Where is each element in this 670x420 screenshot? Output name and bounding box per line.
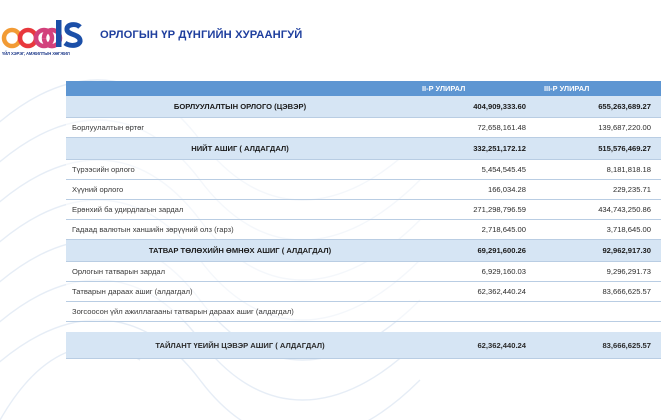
row-q3-value: 139,687,220.00	[536, 118, 661, 138]
spacer-cell	[66, 322, 414, 333]
table-row	[66, 118, 661, 138]
table-body	[66, 96, 661, 359]
table-row	[66, 138, 661, 160]
table-header-row	[66, 81, 661, 96]
header-q2: II-Р УЛИРАЛ	[414, 81, 536, 96]
row-label: Зогсоосон үйл ажиллагааны татварын дараах ашиг (алдагдал)	[66, 302, 414, 322]
row-q2-value: 6,929,160.03	[414, 262, 536, 282]
table-row	[66, 180, 661, 200]
row-q2-value: 62,362,440.24	[414, 332, 536, 359]
spacer-cell	[414, 322, 536, 333]
row-q3-value: 83,666,625.57	[536, 332, 661, 359]
row-label: Гадаад валютын ханшийн зөрүүний олз (гарз)	[66, 220, 414, 240]
page-title: ОРЛОГЫН ҮР ДҮНГИЙН ХУРААНГУЙ	[100, 29, 303, 41]
logo-tagline: ҮЙЛ ХЭРЭГ, АМЖИЛТЫН ХӨГЖИЛ	[2, 51, 70, 56]
table-row	[66, 302, 661, 322]
table-row	[66, 160, 661, 180]
row-q3-value: 515,576,469.27	[536, 138, 661, 160]
income-summary-table	[66, 81, 661, 359]
row-q2-value: 404,909,333.60	[414, 96, 536, 118]
row-q2-value: 271,298,796.59	[414, 200, 536, 220]
row-q3-value: 92,962,917.30	[536, 240, 661, 262]
row-q3-value: 8,181,818.18	[536, 160, 661, 180]
row-q3-value: 229,235.71	[536, 180, 661, 200]
row-q2-value: 69,291,600.26	[414, 240, 536, 262]
row-label: НИЙТ АШИГ ( АЛДАГДАЛ)	[66, 138, 414, 160]
row-label: Ерөнхий ба удирдлагын зардал	[66, 200, 414, 220]
row-label: Орлогын татварын зардал	[66, 262, 414, 282]
row-q2-value: 166,034.28	[414, 180, 536, 200]
table-row	[66, 262, 661, 282]
table-row	[66, 200, 661, 220]
table-row	[66, 282, 661, 302]
header-label-cell	[66, 81, 414, 96]
row-q2-value: 2,718,645.00	[414, 220, 536, 240]
row-q3-value	[536, 302, 661, 322]
row-q3-value: 434,743,250.86	[536, 200, 661, 220]
row-label: БОРЛУУЛАЛТЫН ОРЛОГО (ЦЭВЭР)	[66, 96, 414, 118]
row-label: ТАТВАР ТӨЛӨХИЙН ӨМНӨХ АШИГ ( АЛДАГДАЛ)	[66, 240, 414, 262]
table-row	[66, 332, 661, 359]
row-label: Түрээсийн орлого	[66, 160, 414, 180]
row-q2-value: 72,658,161.48	[414, 118, 536, 138]
table-row	[66, 240, 661, 262]
header-q3: III-Р УЛИРАЛ	[536, 81, 661, 96]
spacer-row	[66, 322, 661, 333]
row-q3-value: 9,296,291.73	[536, 262, 661, 282]
spacer-cell	[536, 322, 661, 333]
row-q2-value: 62,362,440.24	[414, 282, 536, 302]
table-row	[66, 96, 661, 118]
row-q3-value: 83,666,625.57	[536, 282, 661, 302]
row-label: Татварын дараах ашиг (алдагдал)	[66, 282, 414, 302]
row-label: Хүүний орлого	[66, 180, 414, 200]
row-q3-value: 3,718,645.00	[536, 220, 661, 240]
table-row	[66, 220, 661, 240]
row-q2-value: 332,251,172.12	[414, 138, 536, 160]
row-label: ТАЙЛАНТ ҮЕИЙН ЦЭВЭР АШИГ ( АЛДАГДАЛ)	[66, 332, 414, 359]
company-logo	[0, 18, 90, 64]
row-q2-value	[414, 302, 536, 322]
row-label: Борлуулалтын өртөг	[66, 118, 414, 138]
row-q2-value: 5,454,545.45	[414, 160, 536, 180]
row-q3-value: 655,263,689.27	[536, 96, 661, 118]
